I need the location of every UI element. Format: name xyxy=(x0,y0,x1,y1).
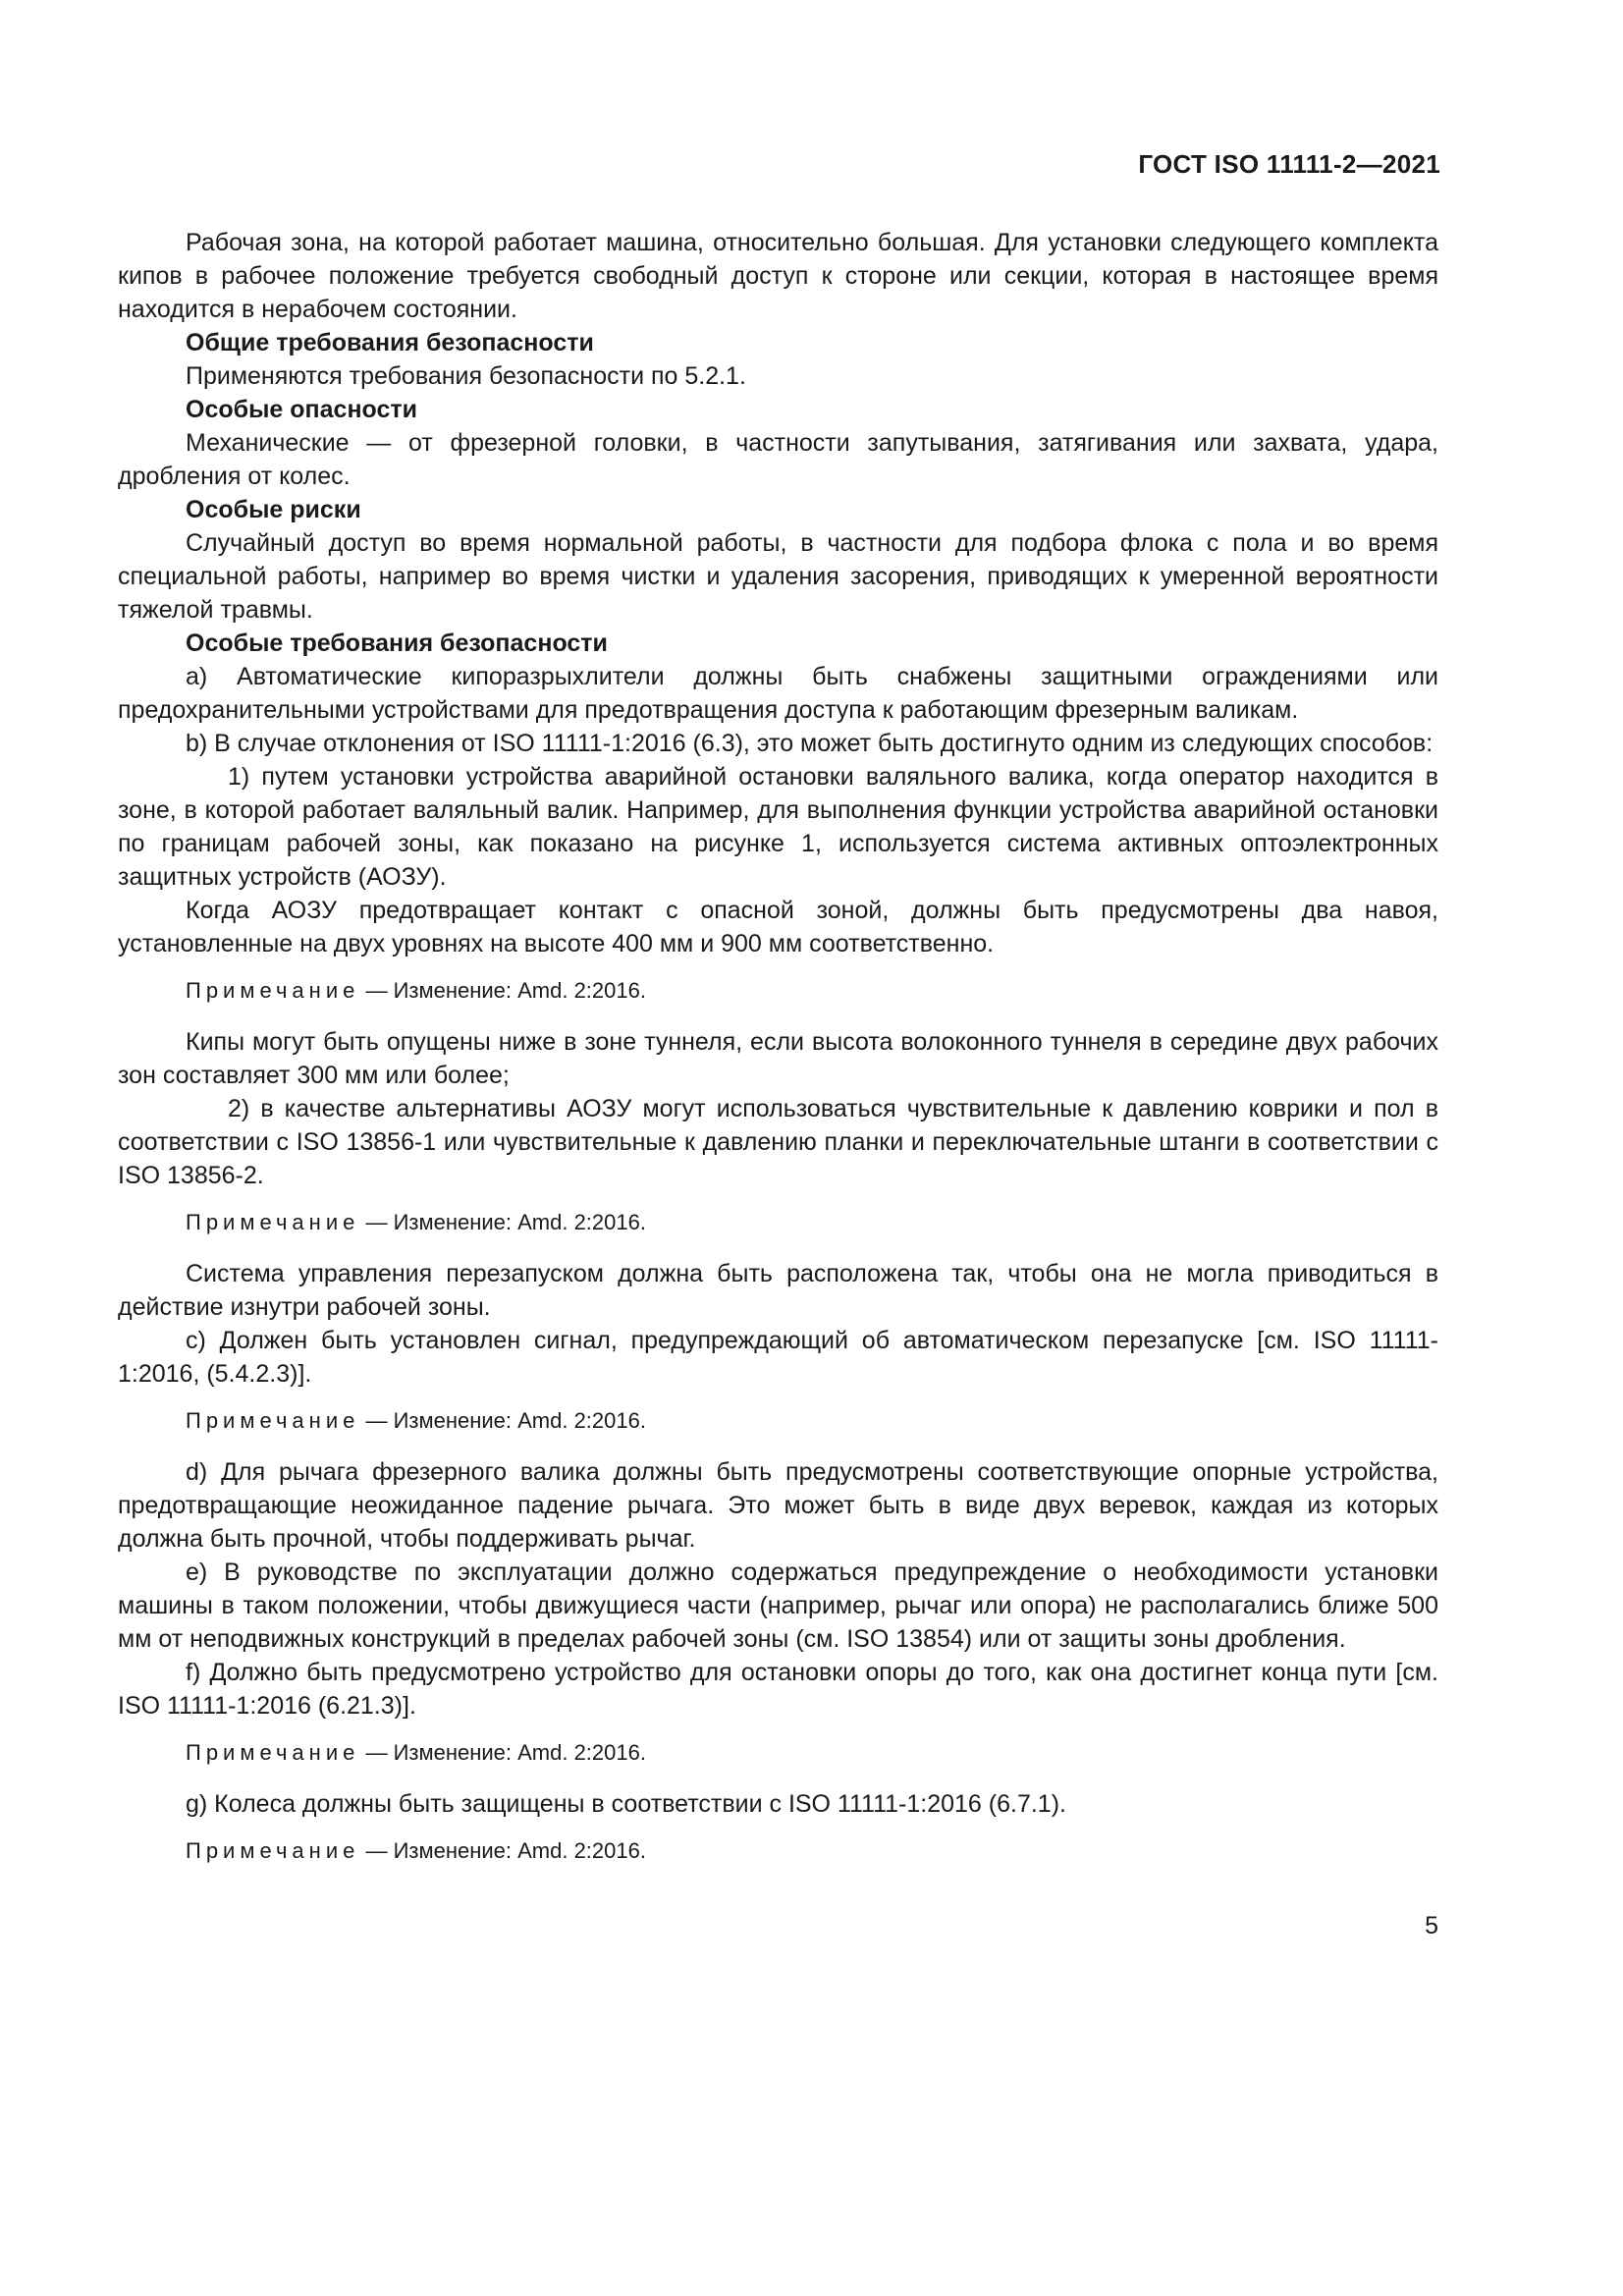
note-text: — Изменение: Amd. 2:2016. xyxy=(359,978,646,1003)
note-text: — Изменение: Amd. 2:2016. xyxy=(359,1408,646,1433)
paragraph: Механические — от фрезерной головки, в частности запутывания, затягивания или захвата, удара, дробления от колес. xyxy=(118,429,1438,490)
section-heading: Особые опасности xyxy=(186,396,417,423)
note xyxy=(118,974,1438,1008)
sub-item-2: 2) в качестве альтернативы АОЗУ могут использоваться чувствительные к давлению коврики и пол в соответствии с ISO 13856-1 или чувствительные к давлению планки и переключательные штанги в соответствии с ISO 13856-2. xyxy=(118,1095,1438,1189)
note xyxy=(118,1736,1438,1770)
note xyxy=(118,1206,1438,1239)
note-label: Примечание xyxy=(186,978,360,1003)
section-heading: Особые требования безопасности xyxy=(186,629,608,657)
note-label: Примечание xyxy=(186,1210,360,1234)
list-item-d: d) Для рычага фрезерного валика должны быть предусмотрены соответствующие опорные устройства, предотвращающие неожиданное падение рычага. Это может быть в виде двух веревок, каждая из которых должна быть прочной, чтобы поддерживать рычаг. xyxy=(118,1458,1438,1553)
list-item-b: b) В случае отклонения от ISO 11111-1:2016 (6.3), это может быть достигнуто одним из следующих способов: xyxy=(186,730,1434,757)
list-item-a: a) Автоматические кипоразрыхлители должны быть снабжены защитными ограждениями или предохранительными устройствами для предотвращения доступа к работающим фрезерным валикам. xyxy=(118,663,1438,724)
section-heading: Особые риски xyxy=(186,496,361,523)
sub-item-1: 1) путем установки устройства аварийной остановки валяльного валика, когда оператор находится в зоне, в которой работает валяльный валик. Например, для выполнения функции устройства аварийной остановки по границам рабочей зоны, как показано на рисунке 1, используется система активных оптоэлектронных защитных устройств (АОЗУ). xyxy=(118,763,1438,891)
paragraph: Рабочая зона, на которой работает машина, относительно большая. Для установки следующего комплекта кипов в рабочее положение требуется свободный доступ к стороне или секции, которая в настоящее время находится в нерабочем состоянии. xyxy=(118,229,1438,323)
note xyxy=(118,1404,1438,1438)
note xyxy=(118,1834,1438,1868)
note-label: Примечание xyxy=(186,1408,360,1433)
list-item-f: f) Должно быть предусмотрено устройство для остановки опоры до того, как она достигнет конца пути [см. ISO 11111-1:2016 (6.21.3)]. xyxy=(118,1659,1438,1720)
note-label: Примечание xyxy=(186,1838,360,1863)
section-heading: Общие требования безопасности xyxy=(186,329,594,356)
list-item-c: c) Должен быть установлен сигнал, предупреждающий об автоматическом перезапуске [см. ISO 11111-1:2016, (5.4.2.3)]. xyxy=(118,1327,1438,1388)
paragraph: Когда АОЗУ предотвращает контакт с опасной зоной, должны быть предусмотрены два навоя, установленные на двух уровнях на высоте 400 мм и 900 мм соответственно. xyxy=(118,897,1438,957)
paragraph: Случайный доступ во время нормальной работы, в частности для подбора флока с пола и во время специальной работы, например во время чистки и удаления засорения, приводящих к умеренной вероятности тяжелой травмы. xyxy=(118,529,1438,624)
note-label: Примечание xyxy=(186,1740,360,1765)
document-body xyxy=(118,226,1438,1886)
list-item-e: e) В руководстве по эксплуатации должно содержаться предупреждение о необходимости установки машины в таком положении, чтобы движущиеся части (например, рычаг или опора) не располагались ближе 500 мм от неподвижных конструкций в пределах рабочей зоны (см. ISO 13854) или от защиты зоны дробления. xyxy=(118,1558,1438,1653)
paragraph: Система управления перезапуском должна быть расположена так, чтобы она не могла приводиться в действие изнутри рабочей зоны. xyxy=(118,1260,1438,1321)
paragraph: Кипы могут быть опущены ниже в зоне туннеля, если высота волоконного туннеля в середине двух рабочих зон составляет 300 мм или более; xyxy=(118,1028,1438,1089)
paragraph: Применяются требования безопасности по 5.2.1. xyxy=(186,362,746,390)
list-item-g: g) Колеса должны быть защищены в соответствии с ISO 11111-1:2016 (6.7.1). xyxy=(186,1790,1066,1818)
note-text: — Изменение: Amd. 2:2016. xyxy=(359,1210,646,1234)
standard-id-header: ГОСТ ISO 11111-2—2021 xyxy=(1138,149,1440,179)
note-text: — Изменение: Amd. 2:2016. xyxy=(359,1740,646,1765)
note-text: — Изменение: Amd. 2:2016. xyxy=(359,1838,646,1863)
page-number: 5 xyxy=(1425,1912,1438,1940)
